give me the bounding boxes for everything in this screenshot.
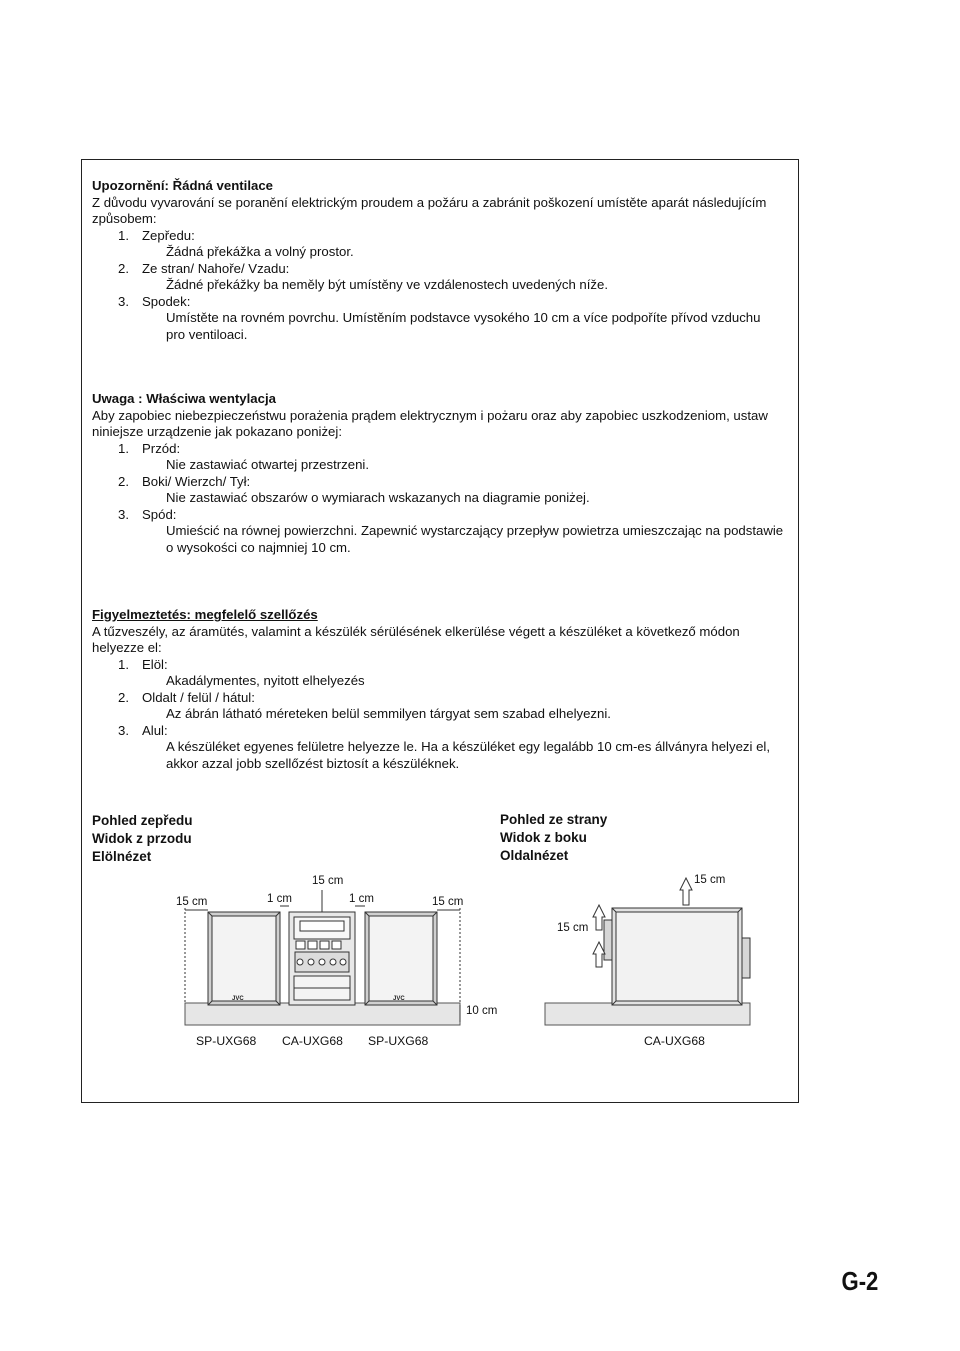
item-detail: Umístěte na rovném povrchu. Umístěním podstavce vysokého 10 cm a více podpoříte přívod vzduchu pro ventiloaci. [166, 310, 761, 342]
center-unit [289, 912, 355, 1005]
item-number: 3. [118, 293, 129, 309]
caption-line: Pohled ze strany [500, 812, 608, 827]
item-title: Elöl: [142, 656, 168, 672]
section-heading: Upozornění: Řádná ventilace [92, 178, 273, 193]
item-detail: Žádná překážka a volný prostor. [166, 244, 354, 259]
left-speaker [208, 912, 280, 1005]
front-base-platform [185, 1003, 460, 1025]
label-right-gap: 15 cm [432, 896, 464, 908]
label-inner-right-gap: 1 cm [349, 893, 374, 905]
rear-gap-arrows [593, 905, 605, 967]
item-detail: Akadálymentes, nyitott elhelyezés [166, 673, 365, 688]
item-number: 1. [118, 227, 129, 243]
item-number: 1. [118, 656, 129, 672]
section-heading: Figyelmeztetés: megfelelő szellőzés [92, 607, 318, 622]
section-intro: Z důvodu vyvarování se poranění elektrickým proudem a požáru a zabránit poškození umístěte aparát následujícím způsobem: [92, 194, 767, 226]
item-number: 2. [118, 473, 129, 489]
right-speaker [365, 912, 437, 1005]
section-intro: Aby zapobiec niebezpieczeństwu porażenia prądem elektrycznym i pożaru oraz aby zapobiec uszkodzeniom, ustaw niniejsze urządzenie jak pokazano poniżej: [92, 407, 768, 439]
label-top-gap: 15 cm [312, 875, 344, 887]
label-left-gap: 15 cm [176, 896, 208, 908]
caption-line: Pohled zepředu [92, 813, 193, 828]
section-intro: A tűzveszély, az áramütés, valamint a készülék sérülésének elkerülése végett a készüléket a következő módon helyezze el: [92, 623, 740, 655]
caption-line: Widok z przodu [92, 831, 192, 846]
item-number: 3. [118, 722, 129, 738]
label-side-top-gap: 15 cm [694, 874, 726, 886]
right-speaker-brand: JVC [393, 996, 405, 1002]
page-number: G-2 [841, 1266, 878, 1296]
top-gap-arrow [680, 878, 692, 905]
item-detail: A készüléket egyenes felületre helyezze le. Ha a készüléket egy legalább 10 cm-es állványra helyezi el, akkor azzal jobb szellőzést biztosít a készüléknek. [166, 739, 771, 771]
item-detail: Nie zastawiać otwartej przestrzeni. [166, 457, 370, 472]
section-heading: Uwaga : Właściwa wentylacja [92, 391, 276, 406]
item-title: Przód: [142, 440, 181, 456]
item-title: Alul: [142, 722, 168, 738]
item-number: 2. [118, 260, 129, 276]
model-center-unit: CA-UXG68 [282, 1034, 343, 1048]
model-side-unit: CA-UXG68 [644, 1034, 705, 1048]
left-speaker-brand: JVC [232, 996, 244, 1002]
label-base-height: 10 cm [466, 1005, 498, 1017]
label-side-rear-gap: 15 cm [557, 922, 589, 934]
item-title: Zepředu: [142, 227, 195, 243]
caption-line: Widok z boku [500, 830, 587, 845]
item-detail: Nie zastawiać obszarów o wymiarach wskazanych na diagramie poniżej. [166, 490, 590, 505]
item-title: Spodek: [142, 293, 191, 309]
item-title: Ze stran/ Nahoře/ Vzadu: [142, 260, 290, 276]
side-base-platform [545, 1003, 750, 1025]
label-inner-left-gap: 1 cm [267, 893, 292, 905]
item-number: 1. [118, 440, 129, 456]
item-detail: Žádné překážky ba neměly být umístěny ve vzdálenostech uvedených níže. [166, 277, 609, 292]
model-left-speaker: SP-UXG68 [196, 1034, 257, 1048]
caption-line: Oldalnézet [500, 848, 569, 863]
side-unit [604, 908, 750, 1005]
item-number: 2. [118, 689, 129, 705]
item-title: Boki/ Wierzch/ Tył: [142, 473, 251, 489]
item-detail: Az ábrán látható méreteken belül semmilyen tárgyat sem szabad elhelyezni. [166, 706, 611, 721]
caption-line: Elölnézet [92, 849, 152, 864]
item-detail: Umieścić na równej powierzchni. Zapewnić wystarczający przepływ powietrza umieszczając na podstawie o wysokości co najmniej 10 cm. [166, 523, 784, 555]
item-number: 3. [118, 506, 129, 522]
item-title: Spód: [142, 506, 177, 522]
model-right-speaker: SP-UXG68 [368, 1034, 429, 1048]
item-title: Oldalt / felül / hátul: [142, 689, 255, 705]
